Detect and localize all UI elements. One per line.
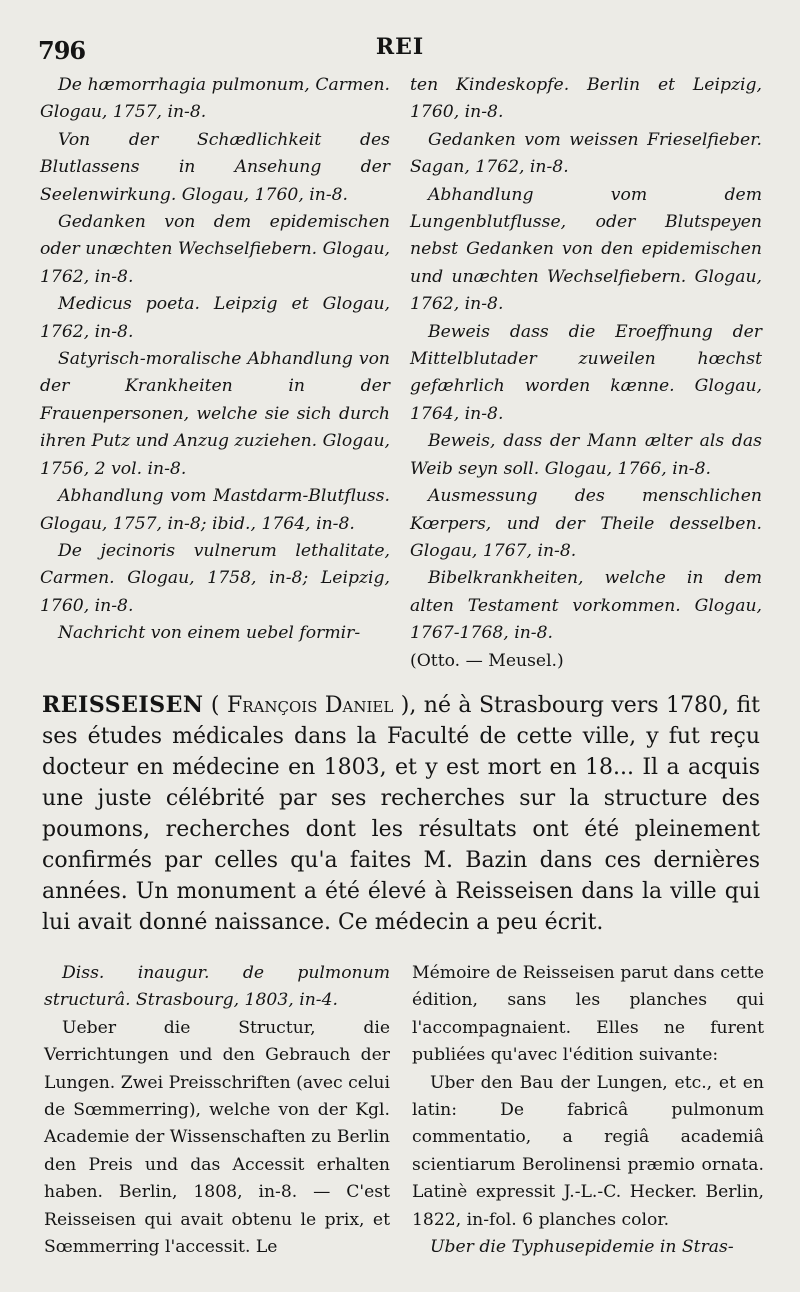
page-number: 796 [38, 36, 86, 65]
bibliography-entry: Uber die Typhusepidemie in Stras- [430, 1237, 734, 1258]
bibliography-entry: Von der Schædlichkeit des Blutlassens in Ansehung der Seelenwirkung. Glogau, 1760, in-8. [40, 129, 390, 205]
bibliography-entry: Uber den Bau der Lungen, etc., et en latin: De fabricâ pulmonum commentatio, a regiâ academiâ scientiarum Berolinensi præmio ornata. Latinè expressit J.-L.-C. Hecker. Berlin, 1822, in-fol. 6 planches color. [412, 1072, 764, 1230]
bibliography-entry: Bibelkrankheiten, welche in dem alten Testament vorkommen. Glogau, 1767-1768, in-8. [410, 568, 762, 644]
bibliography-entry: Satyrisch-moralische Abhandlung von der Krankheiten in der Frauenpersonen, welche sie sich durch ihren Putz und Anzug zuziehen. Glogau, 1756, 2 vol. in-8. [40, 349, 390, 479]
bottom-right-column [412, 960, 764, 1261]
entry-name: REISSEISEN [42, 692, 204, 718]
bibliography-entry: Ueber die Structur, die Verrichtungen und den Gebrauch der Lungen. Zwei Preisschriften (avec celui de Sœmmerring), welche von der Kgl. Academie der Wissenschaften zu Berlin den Preis und das Accessit erhalten haben. Berlin, 1808, in-8. — C'est Reisseisen qui avait obtenu le prix, et Sœmmerring l'accessit. Le [44, 1017, 390, 1258]
bibliography-entry: ten Kindeskopfe. Berlin et Leipzig, 1760, in-8. [410, 75, 762, 123]
bibliography-entry: Abhandlung vom Mastdarm-Blutfluss. Glogau, 1757, in-8; ibid., 1764, in-8. [40, 486, 390, 534]
bibliography-entry: Diss. inaugur. de pulmonum structurâ. Strasbourg, 1803, in-4. [44, 963, 390, 1011]
top-left-column [40, 72, 390, 648]
bibliography-entry: Gedanken von dem epidemischen oder unæchten Wechselfiebern. Glogau, 1762, in-8. [40, 212, 390, 287]
biography-text: , né à Strasbourg vers 1780, fit ses études médicales dans la Faculté de cette ville, y fut reçu docteur en médecine en 1803, et y est mort en 18... Il a acquis une juste célébrité par ses recherches sur la structure des poumons, recherches dont les résultats ont été pleinement confirmés par celles qu'a faites M. Bazin dans ces dernières années. Un monument a été élevé à Reisseisen dans la ville qui lui avait donné naissance. Ce médecin a peu écrit. [42, 693, 760, 935]
bibliography-entry: Beweis, dass der Mann ælter als das Weib seyn soll. Glogau, 1766, in-8. [410, 431, 762, 479]
source-signature: (Otto. — Meusel.) [410, 650, 564, 671]
entry-given-names: ( François Daniel ) [210, 693, 410, 718]
bibliography-entry: De jecinoris vulnerum lethalitate, Carmen. Glogau, 1758, in-8; Leipzig, 1760, in-8. [40, 540, 390, 616]
bottom-left-column [44, 960, 390, 1261]
bibliography-entry: Mémoire de Reisseisen parut dans cette édition, sans les planches qui l'accompagnaient. Elles ne furent publiées qu'avec l'édition suivante: [412, 963, 764, 1066]
bibliography-entry: De hæmorrhagia pulmonum, Carmen. Glogau, 1757, in-8. [40, 75, 390, 123]
running-head: REI [375, 34, 425, 60]
bibliography-entry: Gedanken vom weissen Frieselfieber. Sagan, 1762, in-8. [410, 129, 762, 178]
biography-paragraph [42, 690, 760, 938]
bibliography-entry: Nachricht von einem uebel formir- [58, 623, 361, 644]
top-right-column [410, 72, 762, 675]
bibliography-entry: Ausmessung des menschlichen Kœrpers, und der Theile desselben. Glogau, 1767, in-8. [410, 486, 762, 561]
bibliography-entry: Medicus poeta. Leipzig et Glogau, 1762, in-8. [40, 294, 390, 342]
page-header [38, 30, 762, 70]
bibliography-entry: Beweis dass die Eroeffnung der Mittelblutader zuweilen hœchst gefæhrlich worden kænne. Glogau, 1764, in-8. [410, 321, 762, 424]
bibliography-entry: Abhandlung vom dem Lungenblutflusse, oder Blutspeyen nebst Gedanken von den epidemischen und unæchten Wechselfiebern. Glogau, 1762, in-8. [410, 184, 762, 315]
